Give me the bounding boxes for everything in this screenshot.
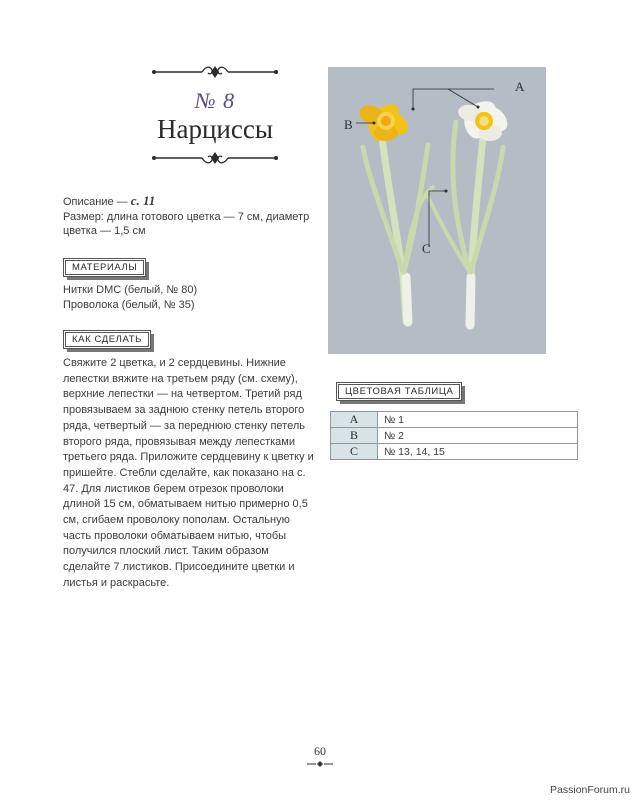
materials-list	[63, 283, 323, 312]
size-line: Размер: длина готового цветка — 7 см, диаметр цветка — 1,5 см	[63, 210, 310, 237]
color-key: C	[331, 444, 378, 460]
howto-text	[63, 356, 315, 592]
top-ornament-icon	[150, 64, 280, 80]
color-table-label-text: ЦВЕТОВАЯ ТАБЛИЦА	[338, 384, 460, 399]
color-value: № 13, 14, 15	[378, 444, 578, 460]
howto-label	[63, 330, 151, 349]
pattern-number: № 8	[194, 88, 236, 113]
color-table	[330, 411, 578, 460]
materials-label-text: МАТЕРИАЛЫ	[65, 260, 144, 275]
page-title: Нарциссы	[157, 114, 273, 144]
photo-label-c: C	[422, 241, 431, 256]
watermark: PassionForum.ru	[550, 784, 630, 796]
color-key: A	[331, 412, 378, 428]
color-value: № 1	[378, 412, 578, 428]
page-number: 60	[314, 744, 326, 758]
color-value: № 2	[378, 428, 578, 444]
description-label: Описание —	[63, 196, 131, 208]
page-number-ornament-icon	[305, 760, 335, 768]
pattern-info	[63, 194, 323, 239]
table-row	[331, 428, 578, 444]
materials-label	[63, 258, 146, 277]
photo-label-b: B	[344, 117, 353, 132]
table-row	[331, 412, 578, 428]
materials-item: Нитки DMC (белый, № 80)	[63, 284, 198, 296]
howto-paragraph: Свяжите 2 цветка, и 2 сердцевины. Нижние лепестки вяжите на третьем ряду (см. схему), верхние лепестки — на четвертом. Третий ряд провязываем за заднюю стенку петель второго ряда, четвертый — за переднюю стенку петель второго ряда, провязывая между лепестками третьего ряда. Приложите сердцевину к цветку и пришейте. Стебли сделайте, как показано на с. 47. Для листиков берем отрезок проволоки длиной 15 см, обматываем нитью примерно 0,5 см, сгибаем проволоку пополам. Остальную часть проволоки обматываем нитью, чтобы получился плоский лист. Таким образом сделайте 7 листиков. Присоедините цветки и листья и раскрасьте.	[63, 357, 314, 589]
description-ref: с. 11	[130, 193, 156, 208]
photo-label-a: A	[515, 79, 525, 94]
table-row	[331, 444, 578, 460]
color-table-label	[336, 382, 462, 401]
daffodil-photo	[328, 67, 546, 354]
description-line	[63, 194, 323, 210]
title-ornament-icon	[150, 150, 280, 166]
howto-label-text: КАК СДЕЛАТЬ	[65, 332, 149, 347]
color-key: B	[331, 428, 378, 444]
materials-item: Проволока (белый, № 35)	[63, 298, 195, 311]
